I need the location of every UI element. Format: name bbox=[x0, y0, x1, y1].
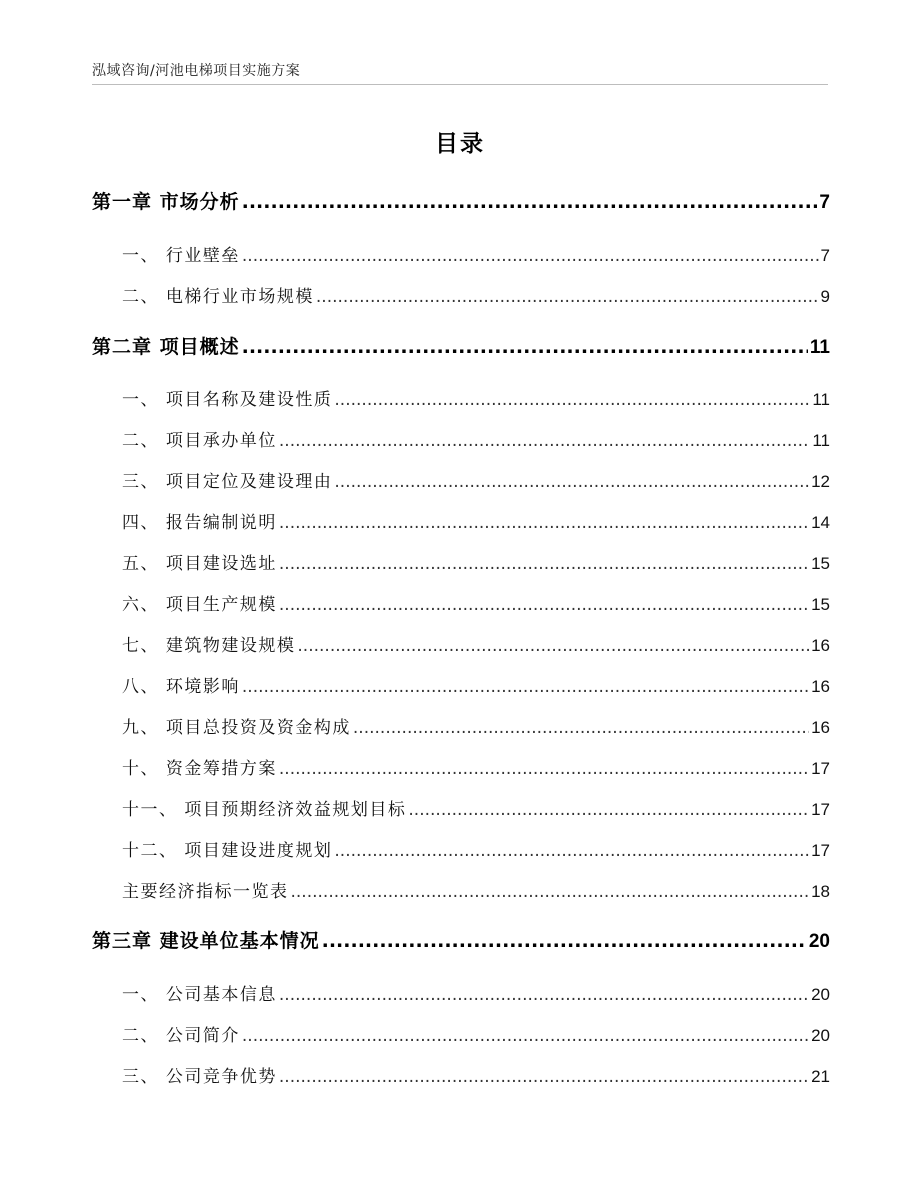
toc-dot-leader bbox=[291, 882, 810, 902]
toc-section-2-3[interactable] bbox=[92, 467, 830, 492]
toc-entry-label: 二、 项目承办单位 bbox=[122, 431, 277, 451]
toc-dot-leader bbox=[279, 431, 810, 451]
toc-page-number: 16 bbox=[811, 677, 830, 696]
toc-section-2-2[interactable] bbox=[92, 426, 830, 451]
toc-page-number: 18 bbox=[811, 882, 830, 901]
page-title: 目录 bbox=[435, 131, 485, 157]
toc-dot-leader bbox=[322, 930, 807, 952]
toc-section-2-4[interactable] bbox=[92, 508, 830, 533]
toc-entry-label: 七、 建筑物建设规模 bbox=[122, 636, 296, 656]
toc-dot-leader bbox=[242, 336, 808, 358]
toc-section-2-6[interactable] bbox=[92, 590, 830, 615]
toc-dot-leader bbox=[334, 390, 810, 410]
toc-section-2-7[interactable] bbox=[92, 631, 830, 656]
toc-chapter-3[interactable] bbox=[92, 926, 830, 953]
toc-dot-leader bbox=[279, 554, 809, 574]
toc-page-number: 20 bbox=[811, 1026, 830, 1045]
toc-dot-leader bbox=[279, 985, 809, 1005]
toc-section-1-1[interactable] bbox=[92, 241, 830, 266]
toc-section-1-2[interactable] bbox=[92, 282, 830, 307]
toc-page-number: 7 bbox=[820, 246, 830, 265]
toc-entry-label: 二、 电梯行业市场规模 bbox=[122, 287, 314, 307]
toc-page-number: 17 bbox=[811, 841, 830, 860]
toc-entry-label: 五、 项目建设选址 bbox=[122, 554, 277, 574]
toc-dot-leader bbox=[279, 1067, 809, 1087]
toc-page-number: 9 bbox=[820, 287, 830, 306]
toc-entry-label: 十二、 项目建设进度规划 bbox=[122, 841, 333, 861]
toc-entry-label: 四、 报告编制说明 bbox=[122, 513, 277, 533]
toc-entry-label: 一、 行业壁垒 bbox=[122, 246, 240, 266]
toc-page-number: 15 bbox=[811, 595, 830, 614]
toc-section-3-1[interactable] bbox=[92, 980, 830, 1005]
toc-chapter-2[interactable] bbox=[92, 332, 830, 359]
toc-section-3-2[interactable] bbox=[92, 1021, 830, 1046]
toc-section-2-12[interactable] bbox=[92, 836, 830, 861]
toc-page-number: 14 bbox=[811, 513, 830, 532]
toc-entry-label: 六、 项目生产规模 bbox=[122, 595, 277, 615]
toc-entry-label: 第三章 建设单位基本情况 bbox=[92, 930, 320, 952]
header-divider bbox=[92, 84, 828, 85]
toc-entry-label: 二、 公司简介 bbox=[122, 1026, 240, 1046]
toc-entry-label: 九、 项目总投资及资金构成 bbox=[122, 718, 351, 738]
toc-page-number: 17 bbox=[811, 759, 830, 778]
toc-entry-label: 十、 资金筹措方案 bbox=[122, 759, 277, 779]
toc-dot-leader bbox=[334, 472, 809, 492]
toc-dot-leader bbox=[279, 513, 809, 533]
toc-page-number: 11 bbox=[812, 390, 830, 409]
toc-page-number: 7 bbox=[819, 192, 830, 213]
toc-entry-label: 一、 公司基本信息 bbox=[122, 985, 277, 1005]
toc-dot-leader bbox=[242, 191, 818, 213]
toc-entry-label: 三、 公司竞争优势 bbox=[122, 1067, 277, 1087]
toc-entry-label: 一、 项目名称及建设性质 bbox=[122, 390, 333, 410]
toc-page-number: 11 bbox=[812, 431, 830, 450]
toc-page-number: 11 bbox=[809, 337, 830, 358]
toc-dot-leader bbox=[353, 718, 809, 738]
toc-dot-leader bbox=[316, 287, 819, 307]
toc-section-2-10[interactable] bbox=[92, 754, 830, 779]
toc-page-number: 15 bbox=[811, 554, 830, 573]
toc-dot-leader bbox=[334, 841, 809, 861]
toc-page-number: 17 bbox=[811, 800, 830, 819]
toc-page-number: 12 bbox=[811, 472, 830, 491]
toc-page-number: 20 bbox=[811, 985, 830, 1004]
toc-dot-leader bbox=[297, 636, 809, 656]
toc-dot-leader bbox=[408, 800, 809, 820]
toc-page-number: 20 bbox=[808, 931, 830, 952]
toc-page-number: 16 bbox=[811, 718, 830, 737]
toc-section-2-13[interactable] bbox=[92, 877, 830, 902]
toc-entry-label: 主要经济指标一览表 bbox=[122, 882, 289, 902]
toc-entry-label: 八、 环境影响 bbox=[122, 677, 240, 697]
toc-section-3-3[interactable] bbox=[92, 1062, 830, 1087]
toc-page-number: 21 bbox=[811, 1067, 830, 1086]
toc-entry-label: 十一、 项目预期经济效益规划目标 bbox=[122, 800, 407, 820]
toc-section-2-8[interactable] bbox=[92, 672, 830, 697]
toc-dot-leader bbox=[242, 246, 819, 266]
toc-chapter-1[interactable] bbox=[92, 187, 830, 214]
toc-section-2-5[interactable] bbox=[92, 549, 830, 574]
toc-entry-label: 第一章 市场分析 bbox=[92, 191, 240, 213]
toc-dot-leader bbox=[242, 677, 809, 697]
toc-section-2-9[interactable] bbox=[92, 713, 830, 738]
toc-entry-label: 第二章 项目概述 bbox=[92, 336, 240, 358]
toc-page-number: 16 bbox=[811, 636, 830, 655]
toc-dot-leader bbox=[242, 1026, 809, 1046]
toc-dot-leader bbox=[279, 595, 809, 615]
toc-section-2-1[interactable] bbox=[92, 385, 830, 410]
toc-entry-label: 三、 项目定位及建设理由 bbox=[122, 472, 333, 492]
toc-section-2-11[interactable] bbox=[92, 795, 830, 820]
toc-dot-leader bbox=[279, 759, 809, 779]
running-header: 泓域咨询/河池电梯项目实施方案 bbox=[92, 63, 301, 79]
